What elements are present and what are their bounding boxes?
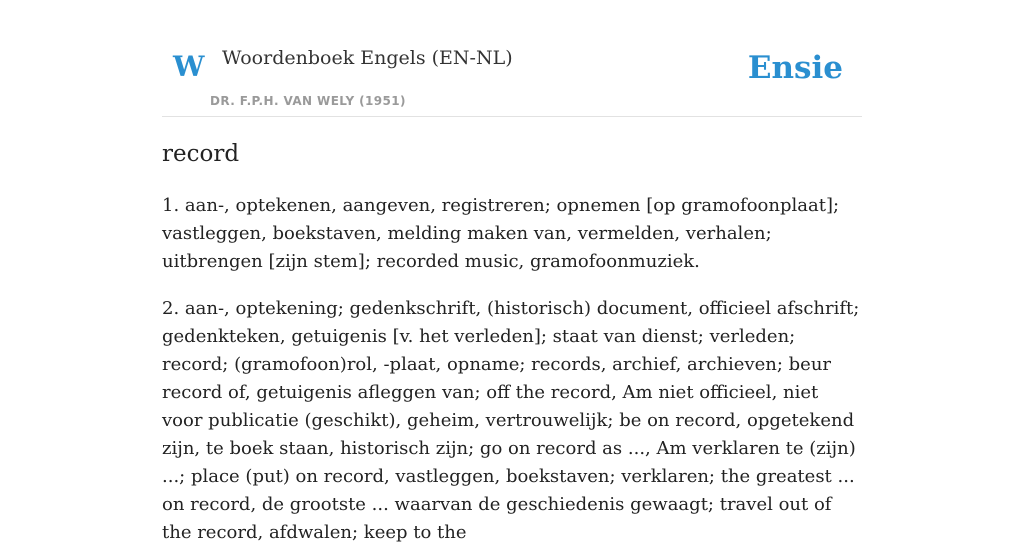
dictionary-title[interactable]: Woordenboek Engels (EN-NL): [222, 47, 513, 69]
ensie-logo-link[interactable]: Ensie: [747, 50, 843, 86]
dictionary-author: DR. F.P.H. VAN WELY (1951): [210, 94, 406, 108]
definition-2: 2. aan-, optekening; gedenkschrift, (historisch) document, officieel afschrift; gedenkteken, getuigenis [v. het verleden]; staat van dienst; verleden; record; (gramofoon)rol, -plaat, opname; records, archief, archieven; beur record of, getuigenis afleggen van; off the record, Am niet officieel, niet voor publicatie (geschikt), geheim, vertrouwelijk; be on record, opgetekend zijn, te boek staan, historisch zijn; go on record as ..., Am verklaren te (zijn) ...; place (put) on record, vastleggen, boekstaven; verklaren; the greatest ... on record, de grootste ... waarvan de geschiedenis gewaagt; travel out of the record, afdwalen; keep to the: [162, 298, 860, 543]
definition-1: 1. aan-, optekenen, aangeven, registreren; opnemen [op gramofoonplaat]; vastleggen, boekstaven, melding maken van, vermelden, verhalen; uitbrengen [zijn stem]; recorded music, gramofoonmuziek.: [162, 195, 840, 272]
dictionary-header: [162, 0, 862, 117]
entry-headword: record: [162, 141, 240, 167]
dictionary-logo: W: [173, 50, 205, 83]
